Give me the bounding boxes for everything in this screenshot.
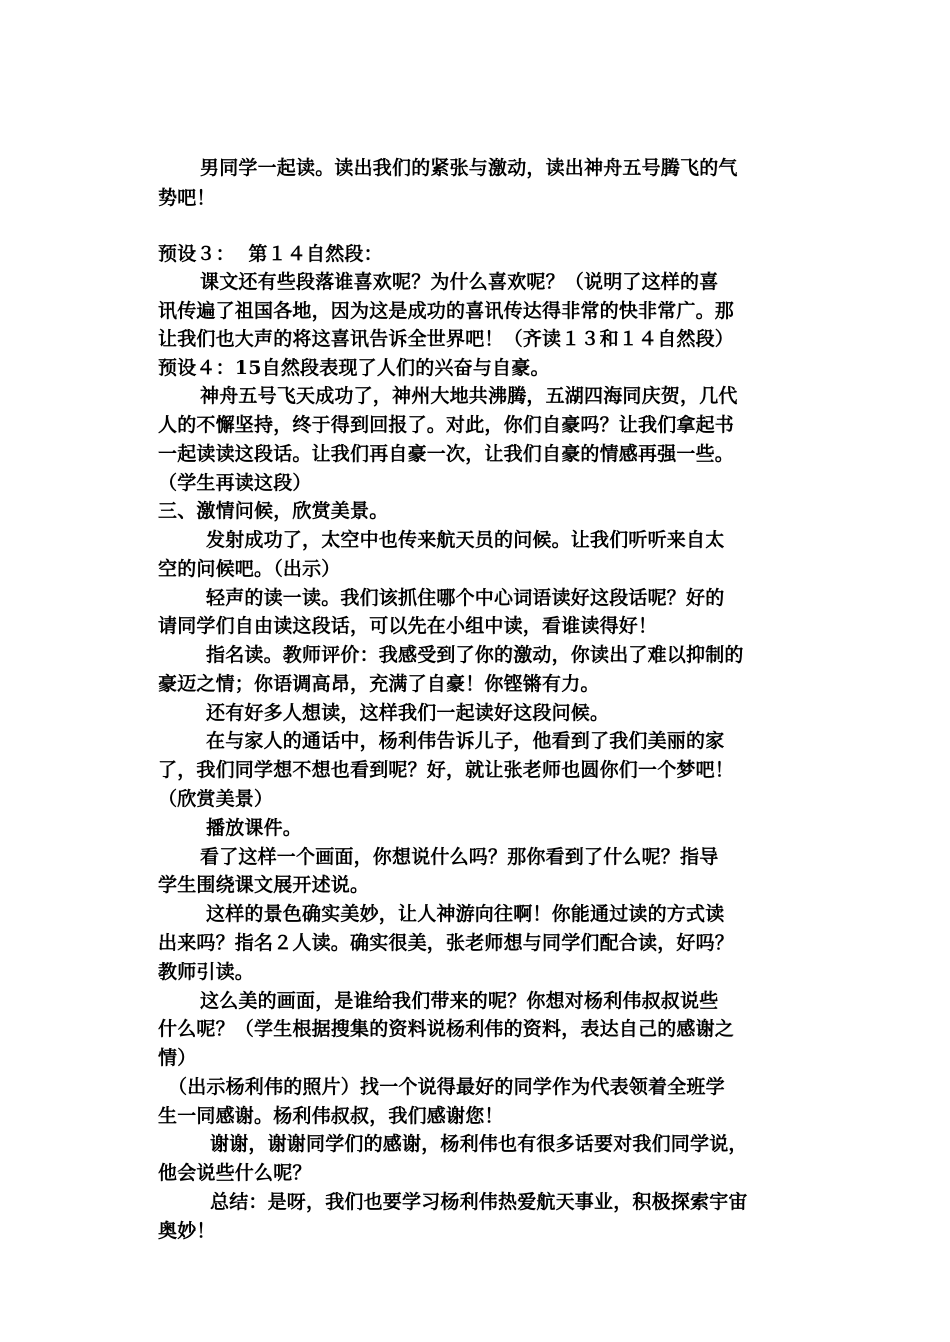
text-line: 讯传遍了祖国各地，因为这是成功的喜讯传达得非常的快非常广。那 <box>158 300 735 322</box>
text-line: 指名读。教师评价：我感受到了你的激动，你读出了难以抑制的 <box>206 644 744 666</box>
text-line: （欣赏美景） <box>158 788 274 810</box>
text-line: 生一同感谢。杨利伟叔叔，我们感谢您！ <box>158 1105 504 1127</box>
text-line: 在与家人的通话中，杨利伟告诉儿子，他看到了我们美丽的家 <box>206 730 725 752</box>
text-line: 豪迈之情；你语调高昂，充满了自豪！你铿锵有力。 <box>158 673 600 695</box>
text-line: 奥妙！ <box>158 1220 216 1242</box>
text-line: （学生再读这段） <box>158 472 312 494</box>
text-line: 学生围绕课文展开述说。 <box>158 874 370 896</box>
text-line: 发射成功了，太空中也传来航天员的问候。让我们听听来自太 <box>206 529 725 551</box>
text-line: 让我们也大声的将这喜讯告诉全世界吧！（齐读１３和１４自然段） <box>158 328 735 350</box>
text-line: 空的问候吧。（出示） <box>158 558 341 580</box>
text-line: 课文还有些段落谁喜欢呢？为什么喜欢呢？（说明了这样的喜 <box>200 271 719 293</box>
text-line: 这样的景色确实美妙，让人神游向往啊！你能通过读的方式读 <box>206 903 725 925</box>
text-line: 了，我们同学想不想也看到呢？好，就让张老师也圆你们一个梦吧！ <box>158 759 735 781</box>
text-line: （出示杨利伟的照片）找一个说得最好的同学作为代表领着全班学 <box>168 1076 725 1098</box>
text-line: 轻声的读一读。我们该抓住哪个中心词语读好这段话呢？好的 <box>206 587 725 609</box>
text-line: 还有好多人想读，这样我们一起读好这段问候。 <box>206 702 610 724</box>
text-line: 男同学一起读。读出我们的紧张与激动，读出神舟五号腾飞的气 <box>200 157 738 179</box>
text-line: 出来吗？指名２人读。确实很美，张老师想与同学们配合读，好吗？ <box>158 932 735 954</box>
text-line: 总结：是呀，我们也要学习杨利伟热爱航天事业，积极探索宇宙 <box>210 1191 748 1213</box>
section-heading: 预设４：15自然段表现了人们的兴奋与自豪。 <box>158 357 550 379</box>
text-line: 教师引读。 <box>158 961 255 983</box>
text-line: 神舟五号飞天成功了，神州大地共沸腾，五湖四海同庆贺，几代 <box>200 385 738 407</box>
text-line: 一起读读这段话。让我们再自豪一次，让我们自豪的情感再强一些。 <box>158 443 735 465</box>
text-line: 人的不懈坚持，终于得到回报了。对此，你们自豪吗？让我们拿起书 <box>158 414 735 436</box>
text-line: 势吧！ <box>158 187 216 209</box>
text-line: 播放课件。 <box>206 817 303 839</box>
text-line: 这么美的画面，是谁给我们带来的呢？你想对杨利伟叔叔说些 <box>200 990 719 1012</box>
section-heading: 三、激情问候，欣赏美景。 <box>158 500 389 522</box>
text-line: 情） <box>158 1047 197 1069</box>
text-line: 什么呢？（学生根据搜集的资料说杨利伟的资料，表达自己的感谢之 <box>158 1018 735 1040</box>
text-line: 请同学们自由读这段话，可以先在小组中读，看谁读得好！ <box>158 615 658 637</box>
text-line: 谢谢，谢谢同学们的感谢，杨利伟也有很多话要对我们同学说， <box>210 1133 748 1155</box>
text-line: 看了这样一个画面，你想说什么吗？那你看到了什么呢？指导 <box>200 846 719 868</box>
text-line: 他会说些什么呢？ <box>158 1162 312 1184</box>
section-heading: 预设３： 第１４自然段： <box>158 243 383 265</box>
